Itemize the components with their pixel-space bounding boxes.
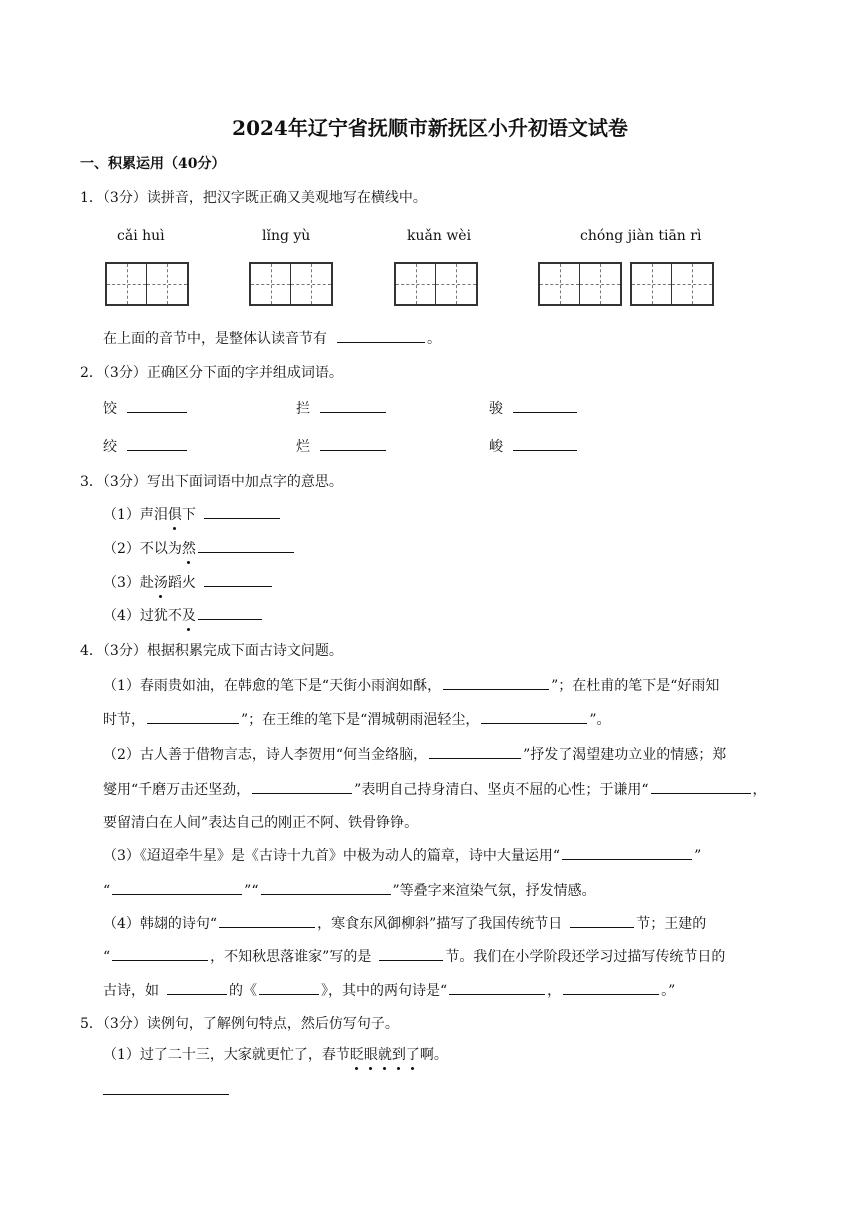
answer-blank[interactable] [112, 946, 208, 961]
answer-blank[interactable] [198, 605, 262, 620]
answer-blank[interactable] [252, 779, 352, 794]
answer-blank[interactable] [127, 436, 187, 451]
question-5-stem: 5．（3分）读例句，了解例句特点，然后仿写句子。 [80, 1016, 399, 1032]
answer-blank[interactable] [563, 980, 659, 995]
answer-blank[interactable] [320, 398, 386, 413]
answer-blank[interactable] [198, 538, 294, 553]
answer-blank[interactable] [261, 880, 391, 895]
pinyin-3: kuǎn wèi [407, 228, 472, 244]
question-1-stem: 1．（3分）读拼音，把汉字既正确又美观地写在横线中。 [80, 190, 427, 206]
example-sentence: （1）过了二十三，大家就更忙了，春节眨眼就到了啊。 [103, 1047, 448, 1063]
answer-blank[interactable] [259, 980, 319, 995]
pinyin-4: chóng jiàn tiān rì [580, 228, 702, 244]
text-line: “ ，不知秋思落谁家”写的是 节。我们在小学阶段还学习过描写传统节日的 [103, 946, 725, 967]
question-2-stem: 2．（3分）正确区分下面的字并组成词语。 [80, 365, 343, 381]
answer-blank[interactable] [429, 744, 521, 759]
answer-blank[interactable] [443, 675, 549, 690]
section-heading: 一、积累运用（40分） [80, 156, 226, 172]
meaning-item: （4）过犹不及 [103, 605, 264, 626]
page-title: 2024年辽宁省抚顺市新抚区小升初语文试卷 [232, 116, 628, 140]
word-item: 烂 [296, 436, 388, 457]
answer-blank[interactable] [147, 709, 239, 724]
word-item: 饺 [103, 398, 189, 419]
text-line: 时节， ”；在王维的笔下是“渭城朝雨浥轻尘， ”。 [103, 709, 611, 730]
answer-blank[interactable] [112, 880, 242, 895]
writing-grid-4b[interactable] [630, 262, 714, 306]
pinyin-2: lǐng yù [262, 228, 311, 244]
meaning-item: （1）声泪俱下 [103, 504, 282, 525]
answer-blank[interactable] [570, 913, 634, 928]
meaning-item: （3）赴汤蹈火 [103, 572, 274, 593]
answer-blank[interactable] [337, 328, 425, 343]
answer-blank[interactable] [481, 709, 587, 724]
answer-blank[interactable] [320, 436, 386, 451]
writing-grid-3[interactable] [394, 262, 478, 306]
question-3-stem: 3．（3分）写出下面词语中加点字的意思。 [80, 474, 343, 490]
answer-blank[interactable] [562, 845, 692, 860]
word-item: 骏 [489, 398, 579, 419]
text-line: （3）《迢迢牵牛星》是《古诗十九首》中极为动人的篇章，诗中大量运用“ ” [103, 845, 701, 866]
text-line: （1）春雨贵如油，在韩愈的笔下是“天街小雨润如酥， ”；在杜甫的笔下是“好雨知 [103, 675, 719, 696]
answer-blank[interactable] [204, 504, 280, 519]
writing-grid-1[interactable] [105, 262, 189, 306]
writing-grid-4a[interactable] [538, 262, 622, 306]
text-line: 要留清白在人间”表达自己的刚正不阿、铁骨铮铮。 [103, 815, 419, 831]
answer-line[interactable] [103, 1080, 229, 1101]
word-item: 拦 [296, 398, 388, 419]
word-item: 绞 [103, 436, 189, 457]
answer-blank[interactable] [219, 913, 315, 928]
text-line: （4）韩翃的诗句“ ，寒食东风御柳斜”描写了我国传统节日 节；王建的 [103, 913, 706, 934]
answer-blank[interactable] [449, 980, 545, 995]
answer-blank[interactable] [651, 779, 751, 794]
text-line: 燮用“千磨万击还坚劲， ”表明自己持身清白、坚贞不屈的心性；于谦用“ ， [103, 779, 767, 800]
answer-blank[interactable] [204, 572, 272, 587]
answer-blank[interactable] [127, 398, 187, 413]
text-line: （2）古人善于借物言志，诗人李贺用“何当金络脑， ”抒发了渴望建功立业的情感；郑 [103, 744, 726, 765]
text-line: “ ”“ ”等叠字来渲染气氛，抒发情感。 [103, 880, 596, 901]
meaning-item: （2）不以为然 [103, 538, 296, 559]
text-line: 古诗，如 的《 》，其中的两句诗是“ ， 。” [103, 980, 675, 1001]
question-4-stem: 4．（3分）根据积累完成下面古诗文问题。 [80, 643, 343, 659]
answer-blank[interactable] [167, 980, 227, 995]
answer-blank[interactable] [379, 946, 443, 961]
writing-grid-2[interactable] [249, 262, 333, 306]
answer-blank[interactable] [513, 436, 577, 451]
pinyin-1: cǎi huì [117, 228, 165, 244]
question-1-followup: 在上面的音节中，是整体认读音节有 。 [103, 328, 441, 349]
answer-blank[interactable] [513, 398, 577, 413]
word-item: 峻 [489, 436, 579, 457]
